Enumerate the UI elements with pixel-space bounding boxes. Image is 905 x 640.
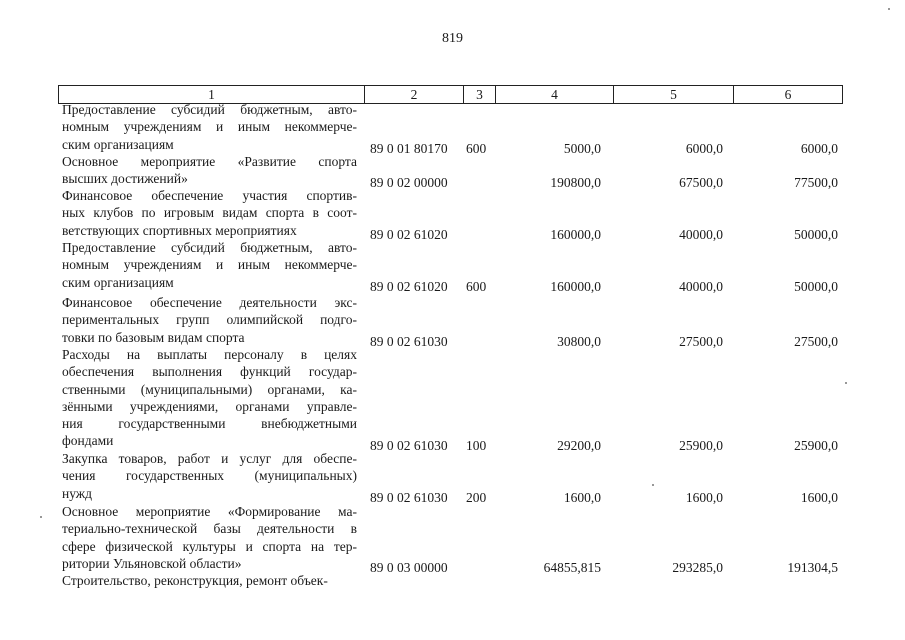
row-value-col4: 5000,0 (563, 141, 601, 156)
row-type: 100 (466, 438, 487, 453)
row-value-col5: 25900,0 (679, 438, 723, 453)
row-name-line: фондами (62, 433, 114, 449)
row-name (62, 101, 357, 153)
row-value-col4: 190800,0 (550, 175, 601, 190)
row-value-col5: 293285,0 (672, 560, 723, 575)
row-value-col5: 6000,0 (685, 141, 723, 156)
row-value-col6: 25900,0 (794, 438, 838, 453)
row-name-line: Строительство, реконструкция, ремонт объек- (62, 573, 328, 588)
row-name-line: ским организациям (62, 274, 174, 290)
scan-speck (845, 382, 847, 384)
row-value-col6: 6000,0 (800, 141, 838, 156)
row-code: 89 0 02 00000 (370, 175, 448, 190)
row-code: 89 0 01 80170 (370, 141, 448, 156)
row-type: 600 (466, 279, 487, 294)
row-name-line: ния государственными внебюджетными (62, 416, 357, 432)
row-name (62, 572, 357, 589)
row-value-col4: 30800,0 (557, 334, 601, 349)
row-type: 600 (466, 141, 487, 156)
header-col-1: 1 (59, 86, 365, 103)
row-name-line: периментальных групп олимпийской подго- (62, 312, 357, 328)
row-name-line: ных клубов по игровым видам спорта в соот- (62, 205, 357, 221)
header-col-2: 2 (365, 86, 464, 103)
row-name (62, 239, 357, 291)
row-value-col5: 27500,0 (679, 334, 723, 349)
row-value-col6: 1600,0 (800, 490, 838, 505)
row-value-col5: 1600,0 (685, 490, 723, 505)
row-value-col4: 160000,0 (550, 227, 601, 242)
row-name (62, 187, 357, 239)
scan-speck (40, 516, 42, 518)
page-number: 819 (442, 31, 463, 46)
row-name-line: Закупка товаров, работ и услуг для обеспе- (62, 451, 357, 466)
row-code: 89 0 02 61020 (370, 279, 448, 294)
row-name (62, 294, 357, 346)
row-value-col6: 50000,0 (794, 227, 838, 242)
row-name-line: ритории Ульяновской области» (62, 555, 242, 571)
row-code: 89 0 02 61020 (370, 227, 448, 242)
header-col-3: 3 (464, 86, 496, 103)
row-code: 89 0 02 61030 (370, 438, 448, 453)
row-name-line: ственными (муниципальными) органами, ка- (62, 381, 357, 397)
row-name-line: зёнными учреждениями, органами управле- (62, 398, 357, 414)
row-value-col4: 1600,0 (563, 490, 601, 505)
row-name-line: Основное мероприятие «Формирование ма- (62, 504, 357, 519)
row-name-line: Финансовое обеспечение участия спортив- (62, 188, 357, 203)
header-col-6: 6 (784, 87, 792, 102)
row-value-col5: 40000,0 (679, 279, 723, 294)
row-name (62, 450, 357, 502)
row-value-col5: 40000,0 (679, 227, 723, 242)
row-value-col4: 29200,0 (557, 438, 601, 453)
header-col-4: 4 (496, 86, 614, 103)
scan-speck (888, 8, 890, 10)
row-value-col6: 50000,0 (794, 279, 838, 294)
row-type: 200 (466, 490, 487, 505)
row-code: 89 0 02 61030 (370, 490, 448, 505)
row-name-line: высших достижений» (62, 171, 188, 187)
row-value-col6: 77500,0 (794, 175, 838, 190)
row-name-line: ским организациям (62, 136, 174, 152)
row-name-line: нужд (62, 485, 92, 501)
row-value-col6: 191304,5 (787, 560, 838, 575)
row-name (62, 503, 357, 572)
row-value-col6: 27500,0 (794, 334, 838, 349)
row-value-col4: 160000,0 (550, 279, 601, 294)
header-col-5: 5 (614, 86, 734, 103)
row-name-line: Основное мероприятие «Развитие спорта (62, 154, 357, 169)
row-name-line: Расходы на выплаты персоналу в целях (62, 347, 357, 362)
row-name-line: Предоставление субсидий бюджетным, авто- (62, 102, 357, 117)
row-value-col5: 67500,0 (679, 175, 723, 190)
row-name-line: сфере физической культуры и спорта на тер- (62, 538, 357, 554)
row-name-line: Предоставление субсидий бюджетным, авто- (62, 240, 357, 255)
row-name-line: номным учреждениям и иным некоммерче- (62, 119, 357, 135)
row-name-line: териально-технической базы деятельности в (62, 521, 357, 537)
row-name-line: чения государственных (муниципальных) (62, 468, 357, 484)
row-code: 89 0 03 00000 (370, 560, 448, 575)
row-name-line: Финансовое обеспечение деятельности экс- (62, 295, 357, 310)
row-name (62, 346, 357, 450)
row-name (62, 153, 357, 188)
row-name-line: товки по базовым видам спорта (62, 329, 245, 345)
row-name-line: ветствующих спортивных мероприятиях (62, 222, 297, 238)
row-name-line: обеспечения выполнения функций государ- (62, 364, 357, 380)
row-value-col4: 64855,815 (543, 560, 601, 575)
row-name-line: номным учреждениям и иным некоммерче- (62, 257, 357, 273)
scan-speck (652, 484, 654, 486)
row-code: 89 0 02 61030 (370, 334, 448, 349)
